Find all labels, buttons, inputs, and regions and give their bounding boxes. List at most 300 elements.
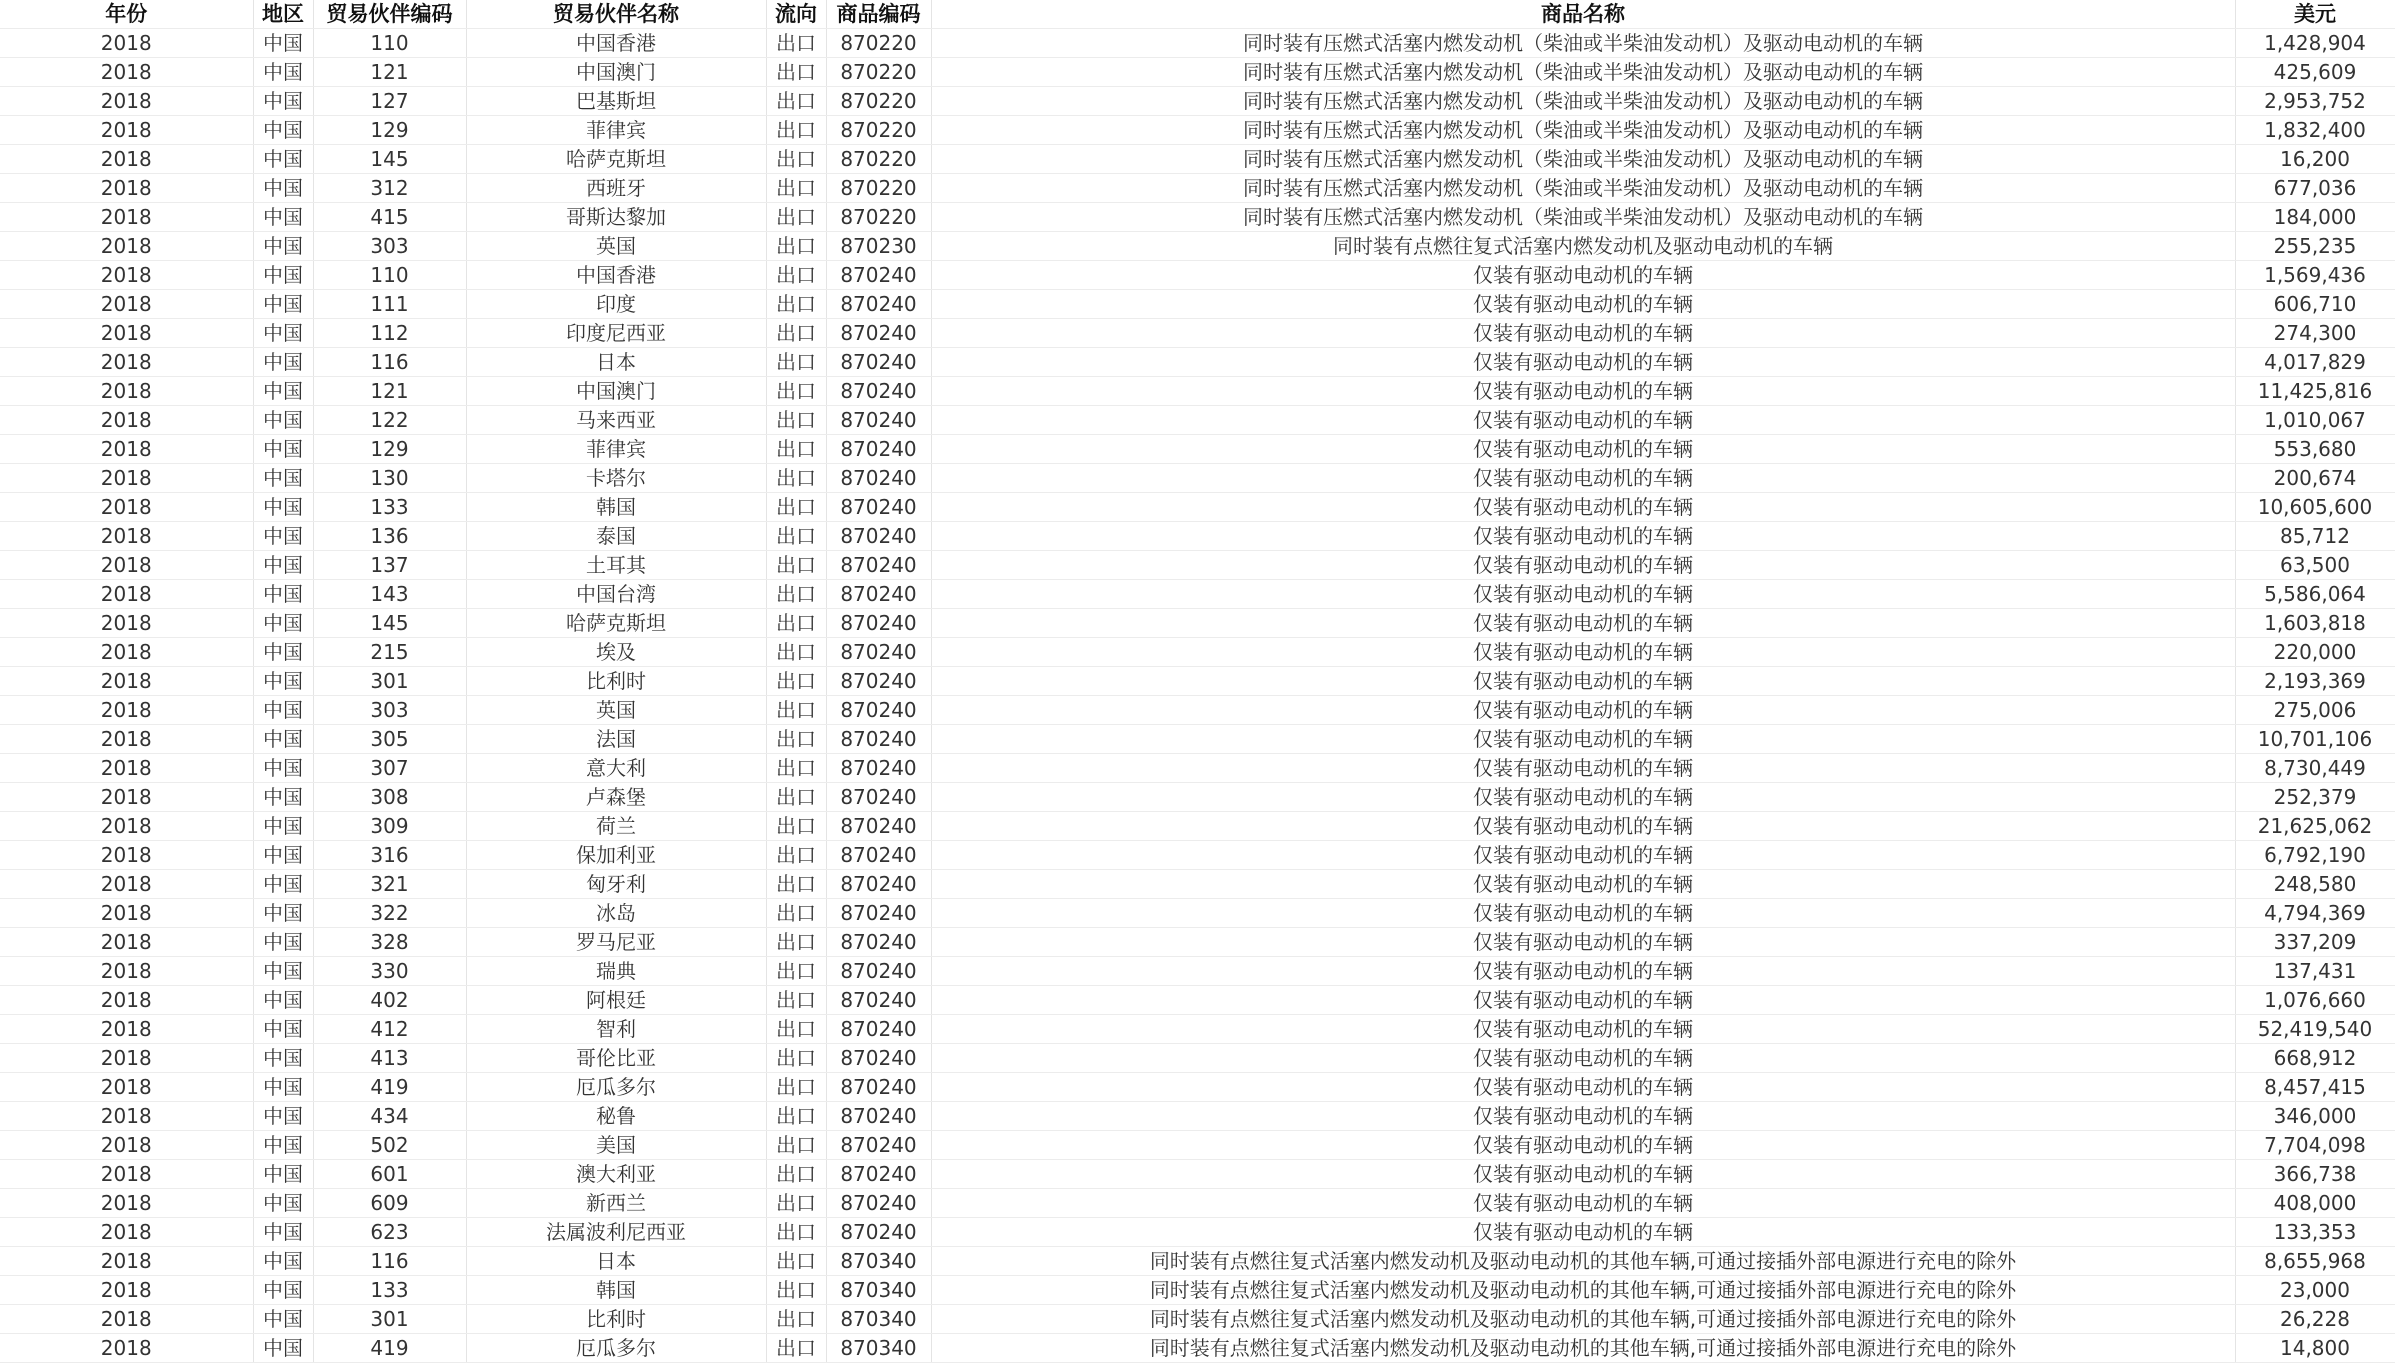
cell-region[interactable]: 中国 [253, 1189, 313, 1218]
cell-flow[interactable]: 出口 [766, 1160, 826, 1189]
cell-partner-code[interactable]: 502 [313, 1131, 466, 1160]
cell-partner-code[interactable]: 307 [313, 754, 466, 783]
cell-usd[interactable]: 7,704,098 [2235, 1131, 2395, 1160]
cell-year[interactable]: 2018 [0, 1044, 253, 1073]
cell-year[interactable]: 2018 [0, 1276, 253, 1305]
cell-commodity-code[interactable]: 870240 [826, 1160, 931, 1189]
cell-partner-code[interactable]: 116 [313, 1247, 466, 1276]
cell-usd[interactable]: 274,300 [2235, 319, 2395, 348]
cell-flow[interactable]: 出口 [766, 957, 826, 986]
cell-year[interactable]: 2018 [0, 725, 253, 754]
cell-usd[interactable]: 677,036 [2235, 174, 2395, 203]
cell-commodity-name[interactable]: 仅装有驱动电动机的车辆 [931, 696, 2235, 725]
cell-partner-code[interactable]: 316 [313, 841, 466, 870]
cell-commodity-name[interactable]: 仅装有驱动电动机的车辆 [931, 667, 2235, 696]
cell-commodity-name[interactable]: 仅装有驱动电动机的车辆 [931, 522, 2235, 551]
cell-usd[interactable]: 1,428,904 [2235, 29, 2395, 58]
cell-flow[interactable]: 出口 [766, 725, 826, 754]
cell-usd[interactable]: 10,701,106 [2235, 725, 2395, 754]
cell-year[interactable]: 2018 [0, 435, 253, 464]
cell-year[interactable]: 2018 [0, 928, 253, 957]
cell-commodity-name[interactable]: 仅装有驱动电动机的车辆 [931, 928, 2235, 957]
cell-commodity-name[interactable]: 仅装有驱动电动机的车辆 [931, 1044, 2235, 1073]
cell-usd[interactable]: 220,000 [2235, 638, 2395, 667]
cell-partner-code[interactable]: 419 [313, 1073, 466, 1102]
cell-partner-code[interactable]: 402 [313, 986, 466, 1015]
cell-usd[interactable]: 11,425,816 [2235, 377, 2395, 406]
cell-partner-code[interactable]: 121 [313, 377, 466, 406]
cell-flow[interactable]: 出口 [766, 290, 826, 319]
cell-flow[interactable]: 出口 [766, 1276, 826, 1305]
cell-flow[interactable]: 出口 [766, 116, 826, 145]
cell-region[interactable]: 中国 [253, 580, 313, 609]
cell-partner-code[interactable]: 308 [313, 783, 466, 812]
cell-commodity-name[interactable]: 仅装有驱动电动机的车辆 [931, 551, 2235, 580]
cell-region[interactable]: 中国 [253, 261, 313, 290]
cell-usd[interactable]: 52,419,540 [2235, 1015, 2395, 1044]
cell-usd[interactable]: 1,010,067 [2235, 406, 2395, 435]
cell-usd[interactable]: 133,353 [2235, 1218, 2395, 1247]
cell-usd[interactable]: 14,800 [2235, 1334, 2395, 1363]
cell-region[interactable]: 中国 [253, 725, 313, 754]
cell-partner-code[interactable]: 413 [313, 1044, 466, 1073]
cell-year[interactable]: 2018 [0, 1218, 253, 1247]
cell-year[interactable]: 2018 [0, 203, 253, 232]
cell-year[interactable]: 2018 [0, 1160, 253, 1189]
cell-partner-name[interactable]: 中国台湾 [466, 580, 766, 609]
cell-region[interactable]: 中国 [253, 812, 313, 841]
cell-year[interactable]: 2018 [0, 377, 253, 406]
cell-region[interactable]: 中国 [253, 464, 313, 493]
cell-flow[interactable]: 出口 [766, 899, 826, 928]
cell-flow[interactable]: 出口 [766, 1015, 826, 1044]
cell-commodity-code[interactable]: 870240 [826, 1218, 931, 1247]
cell-usd[interactable]: 275,006 [2235, 696, 2395, 725]
cell-partner-name[interactable]: 印度尼西亚 [466, 319, 766, 348]
cell-commodity-code[interactable]: 870240 [826, 1015, 931, 1044]
cell-partner-name[interactable]: 智利 [466, 1015, 766, 1044]
cell-commodity-code[interactable]: 870240 [826, 638, 931, 667]
cell-year[interactable]: 2018 [0, 464, 253, 493]
cell-commodity-code[interactable]: 870240 [826, 348, 931, 377]
cell-flow[interactable]: 出口 [766, 1189, 826, 1218]
cell-partner-name[interactable]: 中国香港 [466, 261, 766, 290]
cell-region[interactable]: 中国 [253, 957, 313, 986]
cell-partner-code[interactable]: 415 [313, 203, 466, 232]
cell-partner-code[interactable]: 419 [313, 1334, 466, 1363]
cell-commodity-name[interactable]: 仅装有驱动电动机的车辆 [931, 406, 2235, 435]
cell-commodity-code[interactable]: 870240 [826, 667, 931, 696]
cell-commodity-name[interactable]: 仅装有驱动电动机的车辆 [931, 1218, 2235, 1247]
cell-partner-code[interactable]: 129 [313, 435, 466, 464]
cell-usd[interactable]: 6,792,190 [2235, 841, 2395, 870]
cell-flow[interactable]: 出口 [766, 232, 826, 261]
cell-commodity-name[interactable]: 仅装有驱动电动机的车辆 [931, 377, 2235, 406]
cell-commodity-name[interactable]: 仅装有驱动电动机的车辆 [931, 812, 2235, 841]
cell-commodity-name[interactable]: 仅装有驱动电动机的车辆 [931, 1073, 2235, 1102]
cell-usd[interactable]: 366,738 [2235, 1160, 2395, 1189]
cell-commodity-code[interactable]: 870240 [826, 261, 931, 290]
cell-commodity-code[interactable]: 870220 [826, 116, 931, 145]
cell-partner-code[interactable]: 215 [313, 638, 466, 667]
cell-region[interactable]: 中国 [253, 435, 313, 464]
cell-partner-name[interactable]: 比利时 [466, 1305, 766, 1334]
cell-region[interactable]: 中国 [253, 667, 313, 696]
cell-partner-code[interactable]: 136 [313, 522, 466, 551]
cell-usd[interactable]: 8,730,449 [2235, 754, 2395, 783]
cell-year[interactable]: 2018 [0, 522, 253, 551]
cell-commodity-code[interactable]: 870240 [826, 812, 931, 841]
cell-flow[interactable]: 出口 [766, 522, 826, 551]
cell-partner-name[interactable]: 巴基斯坦 [466, 87, 766, 116]
cell-flow[interactable]: 出口 [766, 174, 826, 203]
cell-partner-code[interactable]: 133 [313, 493, 466, 522]
cell-commodity-code[interactable]: 870240 [826, 783, 931, 812]
cell-year[interactable]: 2018 [0, 667, 253, 696]
cell-flow[interactable]: 出口 [766, 696, 826, 725]
cell-year[interactable]: 2018 [0, 1247, 253, 1276]
cell-partner-code[interactable]: 130 [313, 464, 466, 493]
cell-region[interactable]: 中国 [253, 290, 313, 319]
cell-partner-name[interactable]: 秘鲁 [466, 1102, 766, 1131]
col-header-usd[interactable]: 美元 [2235, 0, 2395, 29]
cell-partner-name[interactable]: 泰国 [466, 522, 766, 551]
cell-partner-code[interactable]: 111 [313, 290, 466, 319]
cell-region[interactable]: 中国 [253, 841, 313, 870]
cell-flow[interactable]: 出口 [766, 638, 826, 667]
cell-commodity-name[interactable]: 同时装有压燃式活塞内燃发动机（柴油或半柴油发动机）及驱动电动机的车辆 [931, 58, 2235, 87]
cell-partner-code[interactable]: 312 [313, 174, 466, 203]
cell-partner-name[interactable]: 韩国 [466, 493, 766, 522]
cell-commodity-name[interactable]: 仅装有驱动电动机的车辆 [931, 754, 2235, 783]
cell-commodity-name[interactable]: 仅装有驱动电动机的车辆 [931, 435, 2235, 464]
cell-partner-code[interactable]: 127 [313, 87, 466, 116]
cell-flow[interactable]: 出口 [766, 377, 826, 406]
cell-commodity-name[interactable]: 同时装有点燃往复式活塞内燃发动机及驱动电动机的其他车辆,可通过接插外部电源进行充电的除外 [931, 1305, 2235, 1334]
cell-partner-name[interactable]: 匈牙利 [466, 870, 766, 899]
cell-commodity-name[interactable]: 仅装有驱动电动机的车辆 [931, 290, 2235, 319]
cell-partner-code[interactable]: 303 [313, 232, 466, 261]
cell-usd[interactable]: 252,379 [2235, 783, 2395, 812]
cell-region[interactable]: 中国 [253, 1015, 313, 1044]
cell-usd[interactable]: 1,076,660 [2235, 986, 2395, 1015]
cell-partner-code[interactable]: 110 [313, 261, 466, 290]
cell-usd[interactable]: 668,912 [2235, 1044, 2395, 1073]
col-header-partner-code[interactable]: 贸易伙伴编码 [313, 0, 466, 29]
cell-partner-code[interactable]: 601 [313, 1160, 466, 1189]
col-header-commodity-name[interactable]: 商品名称 [931, 0, 2235, 29]
cell-region[interactable]: 中国 [253, 1073, 313, 1102]
cell-partner-name[interactable]: 意大利 [466, 754, 766, 783]
cell-flow[interactable]: 出口 [766, 551, 826, 580]
cell-year[interactable]: 2018 [0, 1305, 253, 1334]
cell-year[interactable]: 2018 [0, 87, 253, 116]
cell-commodity-code[interactable]: 870220 [826, 58, 931, 87]
cell-flow[interactable]: 出口 [766, 812, 826, 841]
cell-partner-name[interactable]: 菲律宾 [466, 116, 766, 145]
cell-partner-code[interactable]: 143 [313, 580, 466, 609]
cell-flow[interactable]: 出口 [766, 319, 826, 348]
cell-flow[interactable]: 出口 [766, 493, 826, 522]
cell-commodity-name[interactable]: 仅装有驱动电动机的车辆 [931, 1160, 2235, 1189]
cell-partner-code[interactable]: 301 [313, 1305, 466, 1334]
cell-region[interactable]: 中国 [253, 1131, 313, 1160]
cell-commodity-name[interactable]: 仅装有驱动电动机的车辆 [931, 261, 2235, 290]
cell-commodity-name[interactable]: 同时装有压燃式活塞内燃发动机（柴油或半柴油发动机）及驱动电动机的车辆 [931, 29, 2235, 58]
cell-region[interactable]: 中国 [253, 406, 313, 435]
cell-commodity-code[interactable]: 870340 [826, 1276, 931, 1305]
cell-region[interactable]: 中国 [253, 58, 313, 87]
cell-commodity-code[interactable]: 870240 [826, 696, 931, 725]
cell-commodity-name[interactable]: 仅装有驱动电动机的车辆 [931, 870, 2235, 899]
cell-flow[interactable]: 出口 [766, 986, 826, 1015]
cell-year[interactable]: 2018 [0, 638, 253, 667]
cell-partner-code[interactable]: 321 [313, 870, 466, 899]
cell-usd[interactable]: 255,235 [2235, 232, 2395, 261]
cell-flow[interactable]: 出口 [766, 754, 826, 783]
cell-commodity-name[interactable]: 同时装有点燃往复式活塞内燃发动机及驱动电动机的其他车辆,可通过接插外部电源进行充电的除外 [931, 1247, 2235, 1276]
cell-commodity-code[interactable]: 870340 [826, 1334, 931, 1363]
cell-commodity-code[interactable]: 870230 [826, 232, 931, 261]
cell-commodity-code[interactable]: 870220 [826, 174, 931, 203]
cell-region[interactable]: 中国 [253, 551, 313, 580]
cell-commodity-code[interactable]: 870240 [826, 870, 931, 899]
cell-usd[interactable]: 23,000 [2235, 1276, 2395, 1305]
cell-commodity-code[interactable]: 870220 [826, 87, 931, 116]
cell-commodity-code[interactable]: 870220 [826, 29, 931, 58]
cell-flow[interactable]: 出口 [766, 58, 826, 87]
cell-commodity-code[interactable]: 870240 [826, 377, 931, 406]
cell-partner-code[interactable]: 112 [313, 319, 466, 348]
cell-partner-name[interactable]: 阿根廷 [466, 986, 766, 1015]
cell-partner-code[interactable]: 609 [313, 1189, 466, 1218]
cell-commodity-code[interactable]: 870240 [826, 1189, 931, 1218]
cell-year[interactable]: 2018 [0, 1334, 253, 1363]
cell-commodity-name[interactable]: 仅装有驱动电动机的车辆 [931, 319, 2235, 348]
cell-partner-name[interactable]: 哥伦比亚 [466, 1044, 766, 1073]
cell-partner-code[interactable]: 330 [313, 957, 466, 986]
cell-usd[interactable]: 1,603,818 [2235, 609, 2395, 638]
cell-commodity-code[interactable]: 870240 [826, 290, 931, 319]
cell-partner-name[interactable]: 菲律宾 [466, 435, 766, 464]
cell-usd[interactable]: 137,431 [2235, 957, 2395, 986]
cell-usd[interactable]: 606,710 [2235, 290, 2395, 319]
cell-commodity-name[interactable]: 同时装有点燃往复式活塞内燃发动机及驱动电动机的其他车辆,可通过接插外部电源进行充电的除外 [931, 1334, 2235, 1363]
cell-commodity-name[interactable]: 同时装有压燃式活塞内燃发动机（柴油或半柴油发动机）及驱动电动机的车辆 [931, 203, 2235, 232]
cell-year[interactable]: 2018 [0, 348, 253, 377]
cell-commodity-name[interactable]: 同时装有点燃往复式活塞内燃发动机及驱动电动机的车辆 [931, 232, 2235, 261]
cell-partner-code[interactable]: 309 [313, 812, 466, 841]
cell-year[interactable]: 2018 [0, 145, 253, 174]
cell-partner-name[interactable]: 日本 [466, 348, 766, 377]
cell-flow[interactable]: 出口 [766, 1102, 826, 1131]
cell-flow[interactable]: 出口 [766, 667, 826, 696]
cell-commodity-code[interactable]: 870240 [826, 1131, 931, 1160]
cell-usd[interactable]: 408,000 [2235, 1189, 2395, 1218]
cell-year[interactable]: 2018 [0, 609, 253, 638]
cell-flow[interactable]: 出口 [766, 1044, 826, 1073]
cell-year[interactable]: 2018 [0, 1015, 253, 1044]
cell-usd[interactable]: 425,609 [2235, 58, 2395, 87]
cell-flow[interactable]: 出口 [766, 87, 826, 116]
cell-partner-name[interactable]: 中国澳门 [466, 377, 766, 406]
cell-commodity-name[interactable]: 同时装有压燃式活塞内燃发动机（柴油或半柴油发动机）及驱动电动机的车辆 [931, 145, 2235, 174]
cell-region[interactable]: 中国 [253, 928, 313, 957]
cell-commodity-name[interactable]: 仅装有驱动电动机的车辆 [931, 841, 2235, 870]
cell-partner-code[interactable]: 301 [313, 667, 466, 696]
cell-commodity-name[interactable]: 仅装有驱动电动机的车辆 [931, 1189, 2235, 1218]
cell-year[interactable]: 2018 [0, 116, 253, 145]
cell-region[interactable]: 中国 [253, 232, 313, 261]
cell-region[interactable]: 中国 [253, 1044, 313, 1073]
cell-commodity-code[interactable]: 870340 [826, 1247, 931, 1276]
cell-commodity-code[interactable]: 870240 [826, 406, 931, 435]
cell-flow[interactable]: 出口 [766, 435, 826, 464]
cell-flow[interactable]: 出口 [766, 1247, 826, 1276]
cell-commodity-code[interactable]: 870240 [826, 551, 931, 580]
cell-year[interactable]: 2018 [0, 29, 253, 58]
cell-partner-code[interactable]: 412 [313, 1015, 466, 1044]
cell-region[interactable]: 中国 [253, 348, 313, 377]
cell-region[interactable]: 中国 [253, 174, 313, 203]
cell-flow[interactable]: 出口 [766, 783, 826, 812]
cell-commodity-code[interactable]: 870240 [826, 899, 931, 928]
cell-partner-code[interactable]: 121 [313, 58, 466, 87]
cell-commodity-code[interactable]: 870240 [826, 1102, 931, 1131]
cell-year[interactable]: 2018 [0, 1189, 253, 1218]
cell-commodity-code[interactable]: 870220 [826, 203, 931, 232]
cell-partner-name[interactable]: 韩国 [466, 1276, 766, 1305]
cell-year[interactable]: 2018 [0, 1073, 253, 1102]
cell-partner-code[interactable]: 322 [313, 899, 466, 928]
cell-usd[interactable]: 26,228 [2235, 1305, 2395, 1334]
cell-year[interactable]: 2018 [0, 1102, 253, 1131]
cell-year[interactable]: 2018 [0, 551, 253, 580]
cell-region[interactable]: 中国 [253, 1102, 313, 1131]
col-header-year[interactable]: 年份 [0, 0, 253, 29]
cell-partner-code[interactable]: 623 [313, 1218, 466, 1247]
cell-usd[interactable]: 1,569,436 [2235, 261, 2395, 290]
cell-commodity-code[interactable]: 870240 [826, 493, 931, 522]
cell-region[interactable]: 中国 [253, 29, 313, 58]
cell-commodity-code[interactable]: 870240 [826, 464, 931, 493]
cell-year[interactable]: 2018 [0, 1131, 253, 1160]
cell-year[interactable]: 2018 [0, 696, 253, 725]
cell-partner-name[interactable]: 荷兰 [466, 812, 766, 841]
cell-flow[interactable]: 出口 [766, 1218, 826, 1247]
cell-region[interactable]: 中国 [253, 696, 313, 725]
cell-commodity-name[interactable]: 仅装有驱动电动机的车辆 [931, 899, 2235, 928]
cell-usd[interactable]: 248,580 [2235, 870, 2395, 899]
cell-year[interactable]: 2018 [0, 261, 253, 290]
cell-partner-code[interactable]: 122 [313, 406, 466, 435]
cell-partner-name[interactable]: 日本 [466, 1247, 766, 1276]
cell-commodity-name[interactable]: 仅装有驱动电动机的车辆 [931, 493, 2235, 522]
cell-commodity-name[interactable]: 同时装有压燃式活塞内燃发动机（柴油或半柴油发动机）及驱动电动机的车辆 [931, 116, 2235, 145]
cell-region[interactable]: 中国 [253, 870, 313, 899]
col-header-region[interactable]: 地区 [253, 0, 313, 29]
cell-partner-code[interactable]: 145 [313, 609, 466, 638]
cell-partner-name[interactable]: 卡塔尔 [466, 464, 766, 493]
cell-commodity-name[interactable]: 仅装有驱动电动机的车辆 [931, 348, 2235, 377]
cell-flow[interactable]: 出口 [766, 1334, 826, 1363]
cell-year[interactable]: 2018 [0, 841, 253, 870]
cell-flow[interactable]: 出口 [766, 1073, 826, 1102]
cell-flow[interactable]: 出口 [766, 145, 826, 174]
cell-year[interactable]: 2018 [0, 957, 253, 986]
cell-usd[interactable]: 4,017,829 [2235, 348, 2395, 377]
cell-usd[interactable]: 5,586,064 [2235, 580, 2395, 609]
cell-partner-name[interactable]: 厄瓜多尔 [466, 1334, 766, 1363]
cell-commodity-name[interactable]: 同时装有点燃往复式活塞内燃发动机及驱动电动机的其他车辆,可通过接插外部电源进行充电的除外 [931, 1276, 2235, 1305]
cell-region[interactable]: 中国 [253, 638, 313, 667]
cell-commodity-code[interactable]: 870340 [826, 1305, 931, 1334]
cell-partner-name[interactable]: 印度 [466, 290, 766, 319]
cell-partner-name[interactable]: 新西兰 [466, 1189, 766, 1218]
cell-usd[interactable]: 8,655,968 [2235, 1247, 2395, 1276]
cell-flow[interactable]: 出口 [766, 29, 826, 58]
cell-partner-name[interactable]: 中国澳门 [466, 58, 766, 87]
cell-commodity-name[interactable]: 仅装有驱动电动机的车辆 [931, 1131, 2235, 1160]
cell-year[interactable]: 2018 [0, 58, 253, 87]
cell-usd[interactable]: 2,953,752 [2235, 87, 2395, 116]
cell-year[interactable]: 2018 [0, 783, 253, 812]
cell-usd[interactable]: 10,605,600 [2235, 493, 2395, 522]
cell-region[interactable]: 中国 [253, 145, 313, 174]
cell-region[interactable]: 中国 [253, 783, 313, 812]
cell-usd[interactable]: 63,500 [2235, 551, 2395, 580]
cell-year[interactable]: 2018 [0, 580, 253, 609]
cell-flow[interactable]: 出口 [766, 406, 826, 435]
cell-region[interactable]: 中国 [253, 116, 313, 145]
cell-commodity-code[interactable]: 870240 [826, 580, 931, 609]
cell-year[interactable]: 2018 [0, 290, 253, 319]
cell-partner-name[interactable]: 西班牙 [466, 174, 766, 203]
cell-partner-name[interactable]: 马来西亚 [466, 406, 766, 435]
cell-usd[interactable]: 337,209 [2235, 928, 2395, 957]
cell-usd[interactable]: 553,680 [2235, 435, 2395, 464]
cell-year[interactable]: 2018 [0, 754, 253, 783]
cell-commodity-name[interactable]: 仅装有驱动电动机的车辆 [931, 638, 2235, 667]
cell-region[interactable]: 中国 [253, 1334, 313, 1363]
cell-commodity-name[interactable]: 仅装有驱动电动机的车辆 [931, 1102, 2235, 1131]
cell-usd[interactable]: 4,794,369 [2235, 899, 2395, 928]
cell-year[interactable]: 2018 [0, 870, 253, 899]
cell-flow[interactable]: 出口 [766, 261, 826, 290]
cell-commodity-name[interactable]: 仅装有驱动电动机的车辆 [931, 725, 2235, 754]
cell-flow[interactable]: 出口 [766, 928, 826, 957]
cell-commodity-name[interactable]: 仅装有驱动电动机的车辆 [931, 580, 2235, 609]
cell-year[interactable]: 2018 [0, 986, 253, 1015]
cell-commodity-code[interactable]: 870240 [826, 319, 931, 348]
cell-commodity-name[interactable]: 仅装有驱动电动机的车辆 [931, 783, 2235, 812]
cell-commodity-code[interactable]: 870240 [826, 841, 931, 870]
cell-partner-code[interactable]: 137 [313, 551, 466, 580]
cell-region[interactable]: 中国 [253, 1276, 313, 1305]
cell-usd[interactable]: 16,200 [2235, 145, 2395, 174]
cell-region[interactable]: 中国 [253, 522, 313, 551]
cell-commodity-code[interactable]: 870240 [826, 1044, 931, 1073]
cell-flow[interactable]: 出口 [766, 348, 826, 377]
cell-usd[interactable]: 346,000 [2235, 1102, 2395, 1131]
cell-year[interactable]: 2018 [0, 493, 253, 522]
cell-partner-name[interactable]: 土耳其 [466, 551, 766, 580]
cell-region[interactable]: 中国 [253, 1160, 313, 1189]
cell-usd[interactable]: 1,832,400 [2235, 116, 2395, 145]
cell-commodity-code[interactable]: 870220 [826, 145, 931, 174]
cell-commodity-name[interactable]: 仅装有驱动电动机的车辆 [931, 957, 2235, 986]
cell-commodity-name[interactable]: 仅装有驱动电动机的车辆 [931, 464, 2235, 493]
